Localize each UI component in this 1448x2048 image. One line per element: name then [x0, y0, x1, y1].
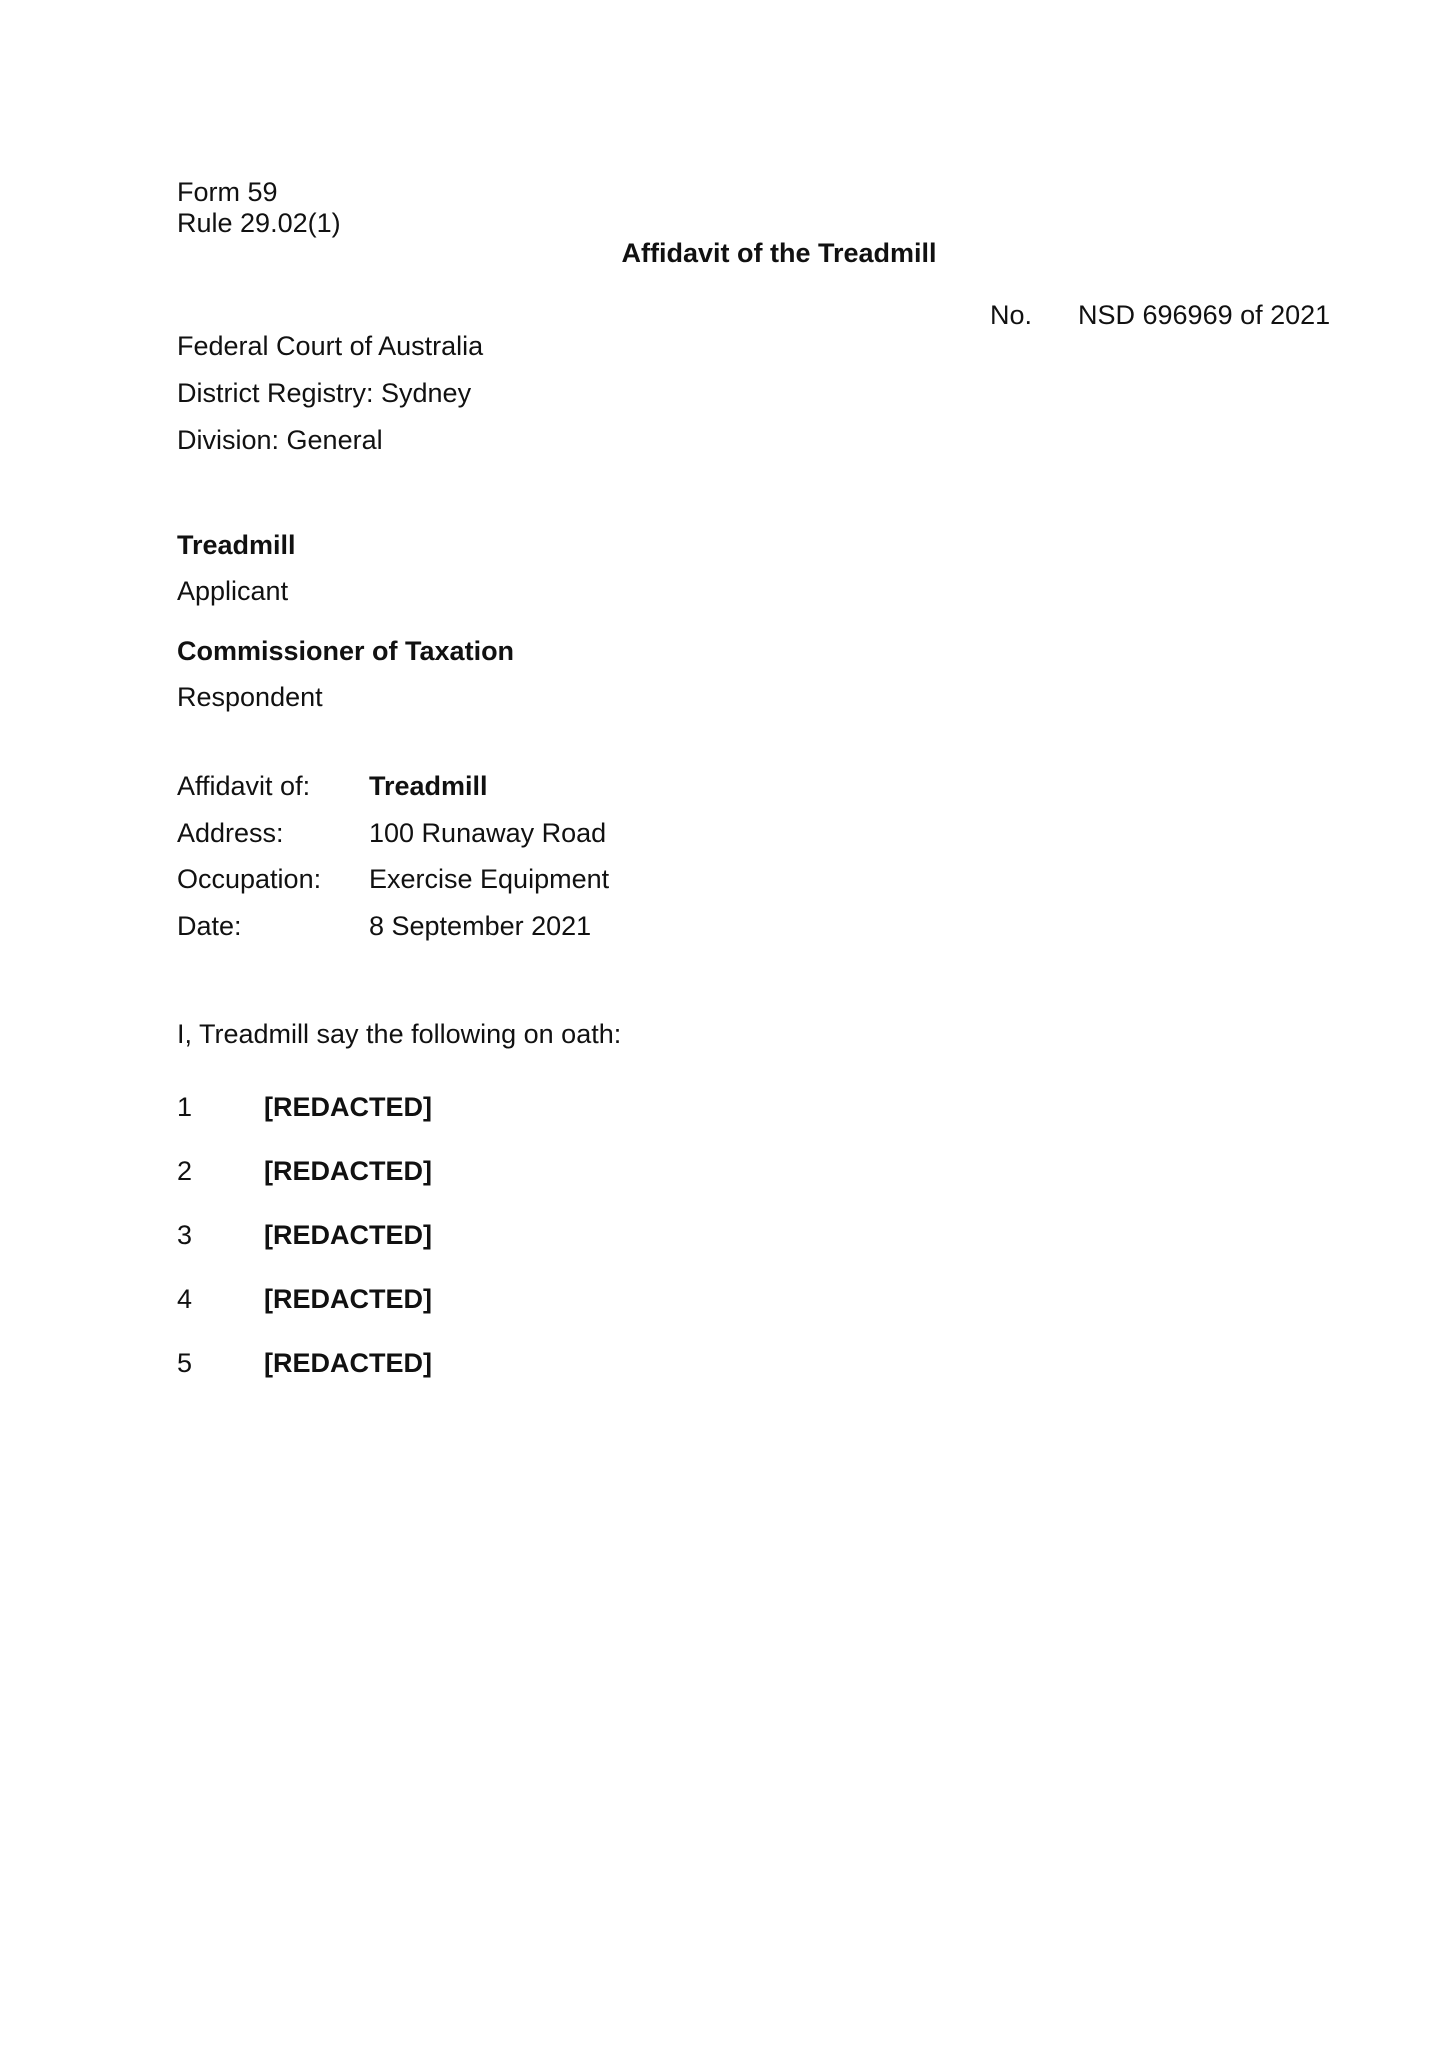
paragraph-text: [REDACTED]: [264, 1348, 432, 1378]
applicant-name: Treadmill: [177, 530, 296, 560]
detail-value: 8 September 2021: [369, 911, 592, 941]
respondent-role: Respondent: [177, 682, 323, 712]
paragraph-number: 3: [177, 1220, 193, 1250]
oath-intro: I, Treadmill say the following on oath:: [177, 1019, 622, 1049]
division: Division: General: [177, 425, 383, 455]
paragraph-text: [REDACTED]: [264, 1284, 432, 1314]
rule-reference: Rule 29.02(1): [177, 208, 341, 238]
paragraph-text: [REDACTED]: [264, 1220, 432, 1250]
form-number: Form 59: [177, 177, 278, 207]
applicant-role: Applicant: [177, 576, 289, 606]
detail-label: Address:: [177, 818, 284, 848]
detail-label: Affidavit of:: [177, 771, 311, 801]
paragraph-text: [REDACTED]: [264, 1156, 432, 1186]
paragraph-number: 1: [177, 1092, 193, 1122]
detail-value: Exercise Equipment: [369, 864, 610, 894]
district-registry: District Registry: Sydney: [177, 378, 472, 408]
paragraph-number: 2: [177, 1156, 193, 1186]
detail-label: Occupation:: [177, 864, 322, 894]
case-number-value: NSD 696969 of 2021: [1078, 300, 1331, 330]
document-title: Affidavit of the Treadmill: [621, 238, 937, 268]
detail-value: 100 Runaway Road: [369, 818, 607, 848]
paragraph-text: [REDACTED]: [264, 1092, 432, 1122]
paragraph-number: 4: [177, 1284, 193, 1314]
respondent-name: Commissioner of Taxation: [177, 636, 515, 666]
court-name: Federal Court of Australia: [177, 331, 484, 361]
detail-value: Treadmill: [369, 771, 488, 801]
paragraph-number: 5: [177, 1348, 193, 1378]
case-number-label: No.: [990, 300, 1033, 330]
detail-label: Date:: [177, 911, 242, 941]
